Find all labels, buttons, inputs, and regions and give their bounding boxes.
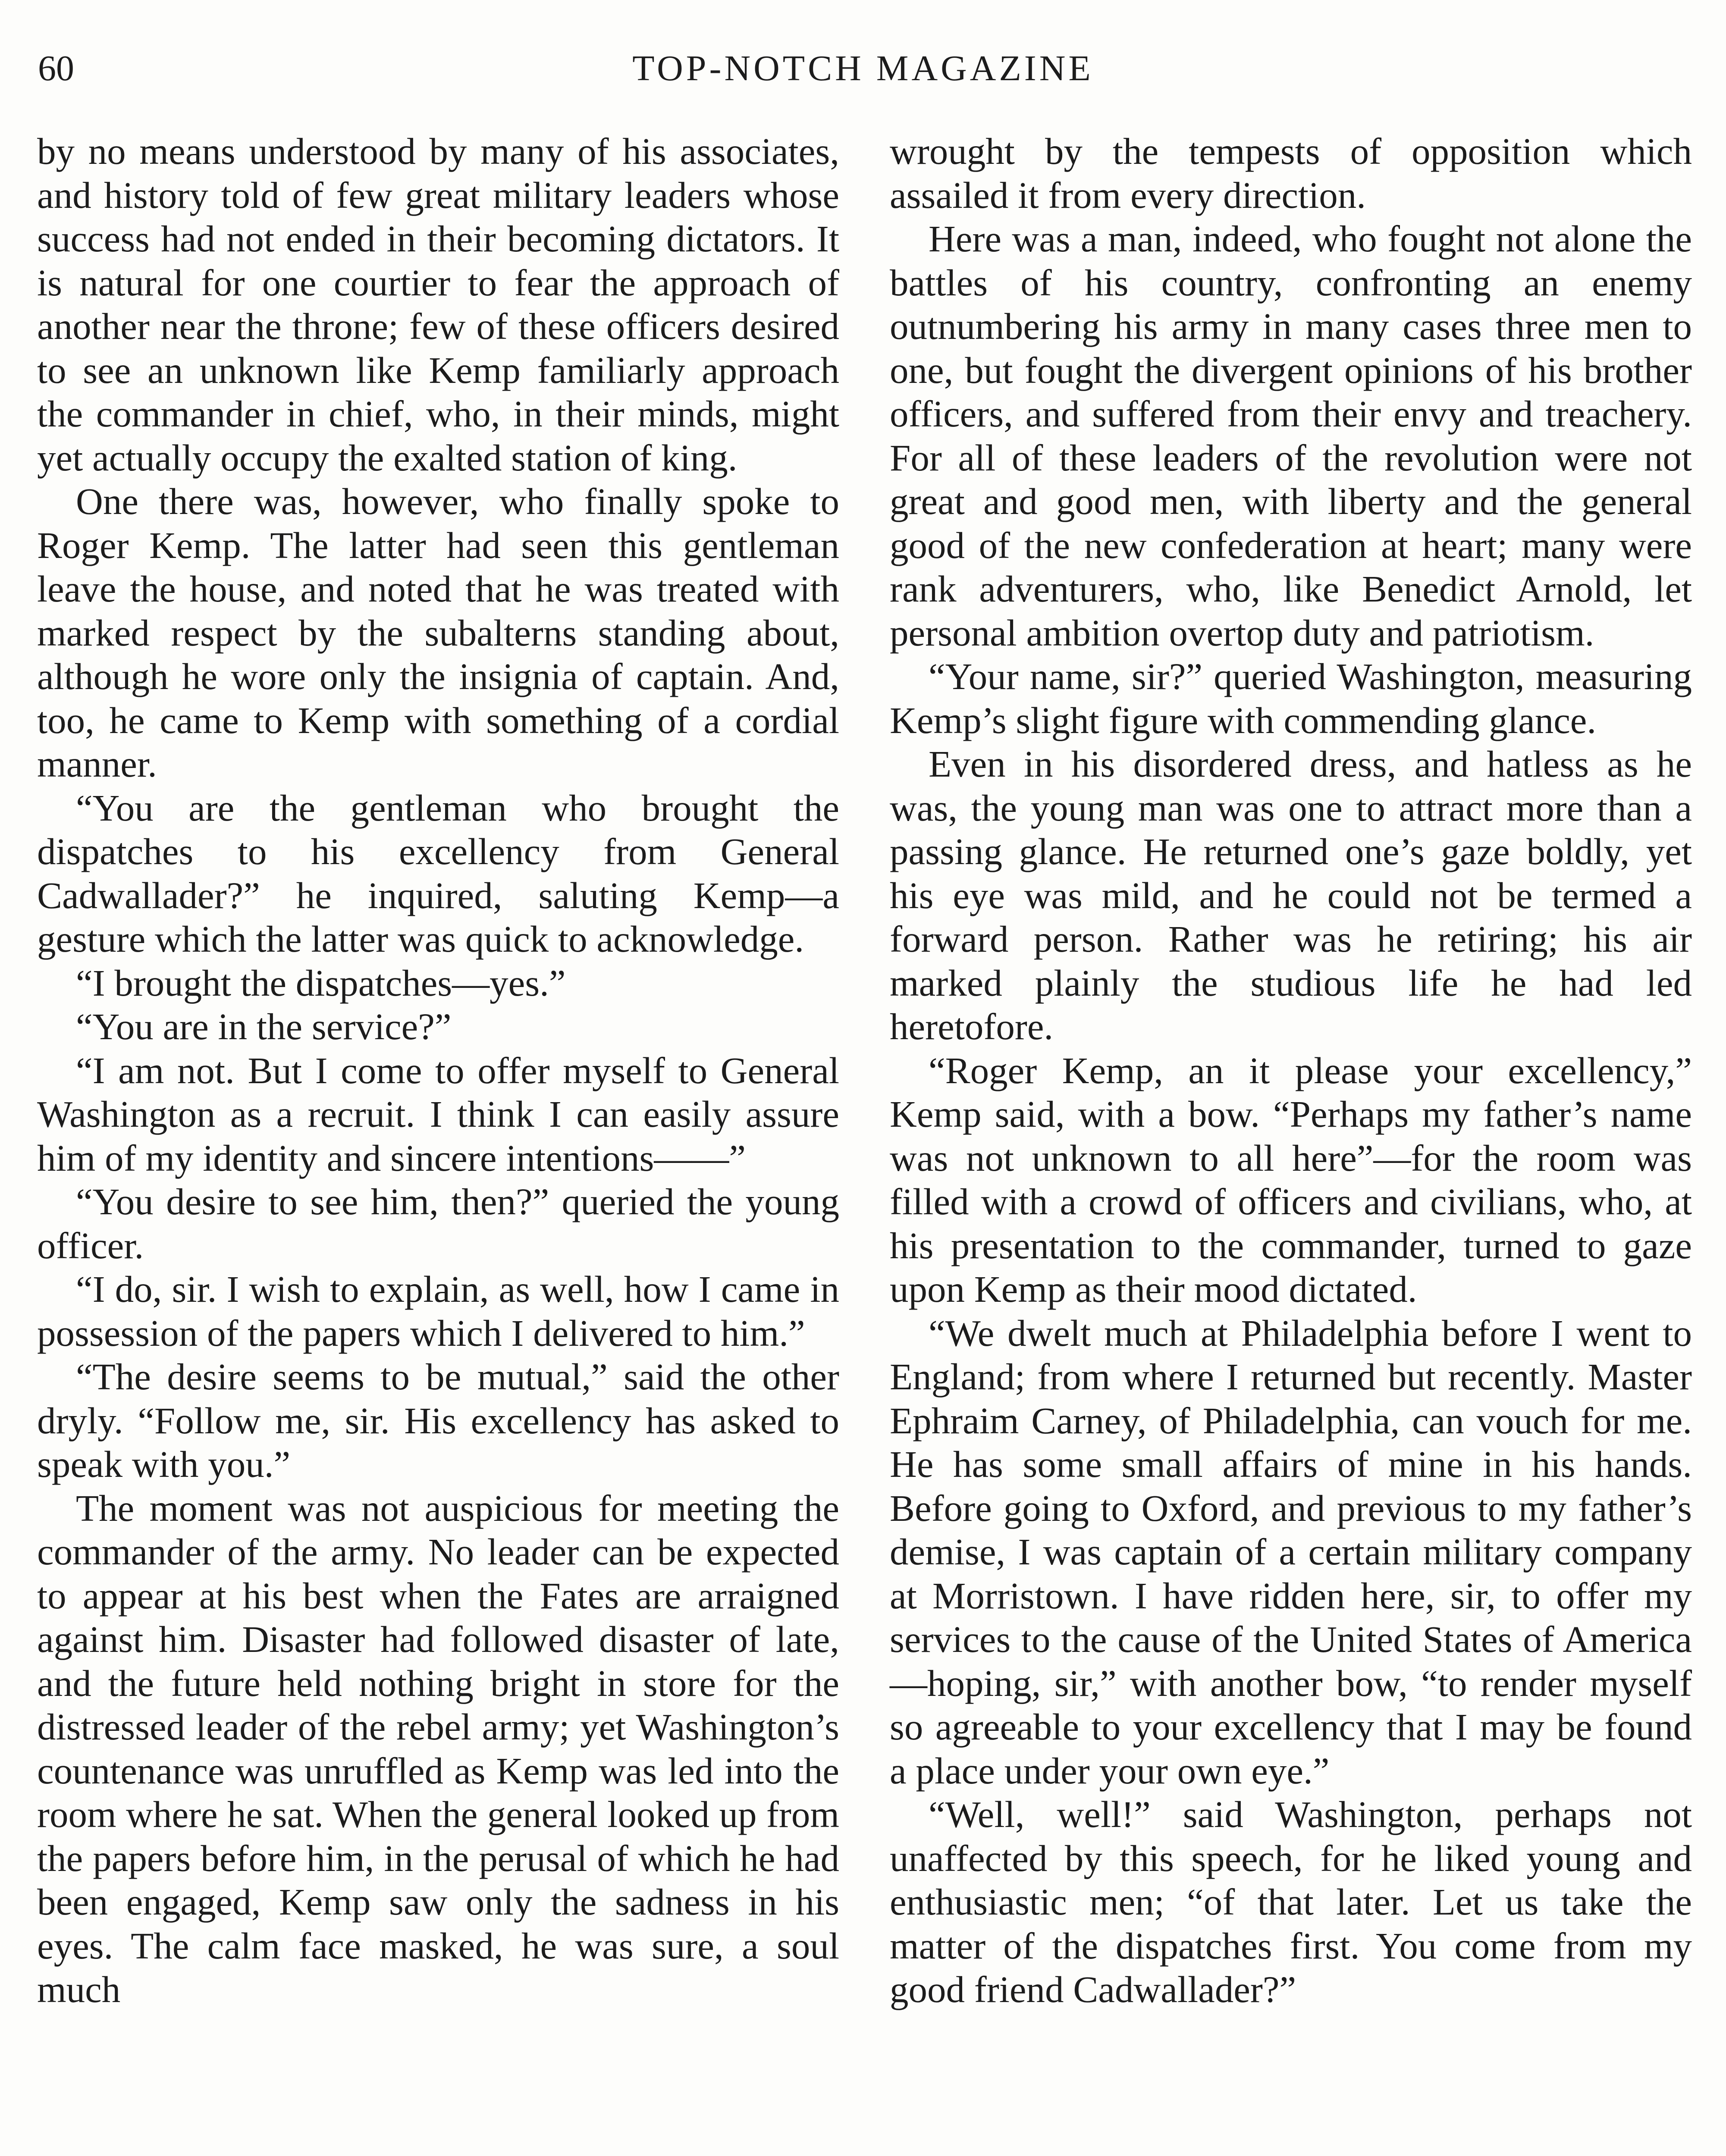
- paragraph: “Well, well!” said Washington, perhaps not unaffected by this speech, for he liked young and enthusiastic men; “of that later. Let us take the matter of the dispatches first. You come from my good friend Cadwallader?”: [890, 1793, 1692, 2010]
- paragraph: “I brought the dispatches—yes.”: [76, 962, 566, 1004]
- paragraph: Here was a man, indeed, who fought not alone the battles of his country, confronting an enemy outnumbering his army in many cases three men to one, but fought the divergent opinions of his brother officers, and suffered from their envy and treachery. For all of these leaders of the revolution were not great and good men, with liberty and the general good of the new confederation at heart; many were rank adventurers, who, like Benedict Arnold, let personal ambition overtop duty and patriotism.: [890, 218, 1692, 654]
- paragraph: “You are the gentleman who brought the dispatches to his excellency from General Cadwallader?” he inquired, saluting Kemp—a gesture which the latter was quick to acknowledge.: [37, 787, 839, 960]
- page-header: [38, 45, 1688, 97]
- running-title: TOP-NOTCH MAGAZINE: [632, 48, 1094, 88]
- paragraph: by no means understood by many of his associates, and history told of few great military leaders whose success had not ended in their becoming dictators. It is natural for one courtier to fear the approach of another near the throne; few of these officers desired to see an unknown like Kemp familiarly approach the commander in chief, who, in their minds, might yet actually occupy the exalted station of king.: [37, 130, 839, 479]
- paragraph: “Roger Kemp, an it please your excellency,” Kemp said, with a bow. “Perhaps my father’s name was not unknown to all here”—for the room was filled with a crowd of officers and civilians, who, at his presentation to the commander, turned to gaze upon Kemp as their mood dictated.: [890, 1049, 1692, 1310]
- paragraph: “You desire to see him, then?” queried the young officer.: [37, 1181, 839, 1266]
- page-number: 60: [38, 48, 74, 88]
- paragraph: The moment was not auspicious for meeting the commander of the army. No leader can be expected to appear at his best when the Fates are arraigned against him. Disaster had followed disaster of late, and the future held nothing bright in store for the distressed leader of the rebel army; yet Washington’s countenance was unruffled as Kemp was led into the room where he sat. When the general looked up from the papers before him, in the perusal of which he had been engaged, Kemp saw only the sadness in his eyes. The calm face masked, he was sure, a soul much: [37, 1487, 839, 2010]
- paragraph: “We dwelt much at Philadelphia before I went to England; from where I returned but recently. Master Ephraim Carney, of Philadelphia, can vouch for me. He has some small affairs of mine in his hands. Before going to Oxford, and previous to my father’s demise, I was captain of a certain military company at Morristown. I have ridden here, sir, to offer my services to the cause of the United States of America —hoping, sir,” with another bow, “to render myself so agreeable to your excellency that I may be found a place under your own eye.”: [890, 1312, 1692, 1792]
- paragraph: “The desire seems to be mutual,” said the other dryly. “Follow me, sir. His excellency has asked to speak with you.”: [37, 1356, 839, 1485]
- paragraph: “You are in the service?”: [76, 1006, 452, 1047]
- paragraph: One there was, however, who finally spoke to Roger Kemp. The latter had seen this gentleman leave the house, and noted that he was treated with marked respect by the subalterns standing about, although he wore only the insignia of captain. And, too, he came to Kemp with something of a cordial manner.: [37, 480, 839, 785]
- paragraph: “Your name, sir?” queried Washington, measuring Kemp’s slight figure with commending glance.: [890, 655, 1692, 741]
- paragraph: “I am not. But I come to offer myself to General Washington as a recruit. I think I can easily assure him of my identity and sincere intentions——”: [37, 1049, 839, 1179]
- paragraph: “I do, sir. I wish to explain, as well, how I came in possession of the papers which I delivered to him.”: [37, 1268, 839, 1354]
- left-column: [37, 129, 839, 2012]
- paragraph: Even in his disordered dress, and hatless as he was, the young man was one to attract more than a passing glance. He returned one’s gaze boldly, yet his eye was mild, and he could not be termed a forward person. Rather was he retiring; his air marked plainly the studious life he had led heretofore.: [890, 743, 1692, 1047]
- right-column: [890, 129, 1692, 2012]
- paragraph: wrought by the tempests of opposition which assailed it from every direction.: [890, 130, 1692, 216]
